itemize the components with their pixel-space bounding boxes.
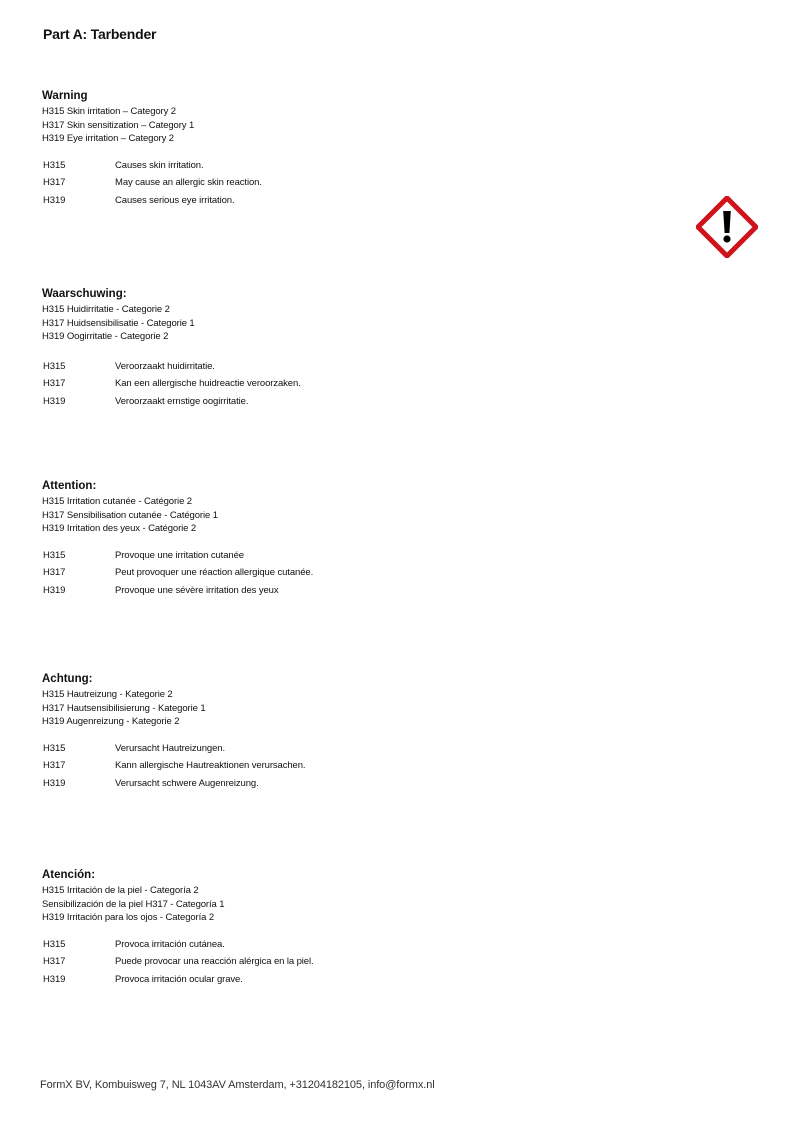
statement-code: H315	[43, 742, 66, 754]
signal-word: Waarschuwing:	[42, 288, 127, 300]
category-line: H317 Hautsensibilisierung - Kategorie 1	[42, 702, 206, 714]
statement-code: H315	[43, 360, 66, 372]
statement-code: H315	[43, 549, 66, 561]
signal-word: Achtung:	[42, 673, 93, 685]
category-line: H319 Irritation des yeux - Catégorie 2	[42, 523, 197, 534]
statement-row	[42, 740, 662, 758]
hazard-statements	[42, 547, 662, 600]
statement-text: May cause an allergic skin reaction.	[115, 177, 262, 188]
statement-row	[42, 953, 662, 971]
statement-code: H315	[43, 938, 66, 950]
signal-word: Atención:	[42, 869, 96, 881]
statement-text: Kan een allergische huidreactie veroorzaken.	[115, 378, 301, 389]
category-line: H315 Skin irritation – Category 2	[42, 106, 176, 117]
hazard-statements	[42, 936, 662, 989]
statement-row	[42, 358, 662, 376]
statement-text: Provoque une irritation cutanée	[115, 549, 244, 561]
statement-text: Puede provocar una reacción alérgica en la piel.	[115, 956, 314, 967]
statement-row	[42, 192, 662, 210]
category-line: H315 Irritation cutanée - Catégorie 2	[42, 496, 192, 507]
statement-text: Verursacht schwere Augenreizung.	[115, 777, 259, 789]
statement-row	[42, 775, 662, 793]
category-line: H319 Irritación para los ojos - Categoría 2	[42, 912, 215, 923]
hazard-categories	[42, 688, 662, 729]
statement-row	[42, 936, 662, 954]
statement-row	[42, 393, 662, 411]
hazard-statements	[42, 358, 662, 411]
statement-code: H317	[43, 177, 66, 188]
hazard-categories	[42, 105, 662, 146]
statement-row	[42, 564, 662, 582]
category-line: H315 Irritación de la piel - Categoría 2	[42, 885, 199, 896]
signal-word: Warning	[42, 90, 88, 102]
statement-text: Veroorzaakt ernstige oogirritatie.	[115, 395, 249, 407]
category-line: H315 Huidirritatie - Categorie 2	[42, 304, 170, 315]
hazard-section-french	[42, 479, 662, 599]
statement-text: Provoca irritación ocular grave.	[115, 973, 243, 985]
hazard-categories	[42, 884, 662, 925]
category-line: H317 Sensibilisation cutanée - Catégorie 1	[42, 509, 218, 521]
category-line: H317 Huidsensibilisatie - Categorie 1	[42, 317, 195, 329]
statement-text: Kann allergische Hautreaktionen verursachen.	[115, 760, 306, 771]
statement-code: H317	[43, 567, 66, 578]
page-title: Part A: Tarbender	[43, 26, 157, 42]
statement-row	[42, 375, 662, 393]
category-line: H319 Augenreizung - Kategorie 2	[42, 716, 180, 727]
statement-row	[42, 157, 662, 175]
hazard-section-dutch	[42, 287, 662, 410]
footer-contact: FormX BV, Kombuisweg 7, NL 1043AV Amsterdam, +31204182105, info@formx.nl	[40, 1079, 435, 1091]
statement-row	[42, 971, 662, 989]
hazard-section-spanish	[42, 868, 662, 988]
category-line: H319 Eye irritation – Category 2	[42, 133, 174, 144]
category-line: H315 Hautreizung - Kategorie 2	[42, 689, 173, 700]
statement-text: Peut provoquer une réaction allergique cutanée.	[115, 567, 314, 578]
statement-code: H319	[43, 973, 66, 985]
statement-text: Veroorzaakt huidirritatie.	[115, 360, 215, 372]
statement-text: Causes serious eye irritation.	[115, 194, 235, 206]
hazard-section-english	[42, 89, 662, 209]
signal-word: Attention:	[42, 480, 97, 492]
statement-code: H319	[43, 395, 66, 407]
exclamation-mark-hazard-icon	[696, 196, 758, 258]
category-line: H319 Oogirritatie - Categorie 2	[42, 331, 169, 342]
statement-code: H319	[43, 584, 66, 596]
hazard-statements	[42, 157, 662, 210]
statement-row	[42, 582, 662, 600]
hazard-section-german	[42, 672, 662, 792]
statement-text: Causes skin irritation.	[115, 159, 204, 171]
statement-code: H317	[43, 956, 66, 967]
statement-code: H319	[43, 194, 66, 206]
category-line: H317 Skin sensitization – Category 1	[42, 119, 195, 131]
statement-row	[42, 757, 662, 775]
hazard-statements	[42, 740, 662, 793]
statement-code: H319	[43, 777, 66, 789]
statement-row	[42, 174, 662, 192]
hazard-categories	[42, 495, 662, 536]
statement-code: H317	[43, 378, 66, 389]
statement-text: Provoca irritación cutánea.	[115, 938, 225, 950]
statement-text: Verursacht Hautreizungen.	[115, 742, 225, 754]
hazard-categories	[42, 303, 662, 344]
statement-code: H317	[43, 760, 66, 771]
statement-text: Provoque une sévère irritation des yeux	[115, 584, 279, 596]
statement-row	[42, 547, 662, 565]
category-line: Sensibilización de la piel H317 - Categoría 1	[42, 898, 225, 910]
statement-code: H315	[43, 159, 66, 171]
